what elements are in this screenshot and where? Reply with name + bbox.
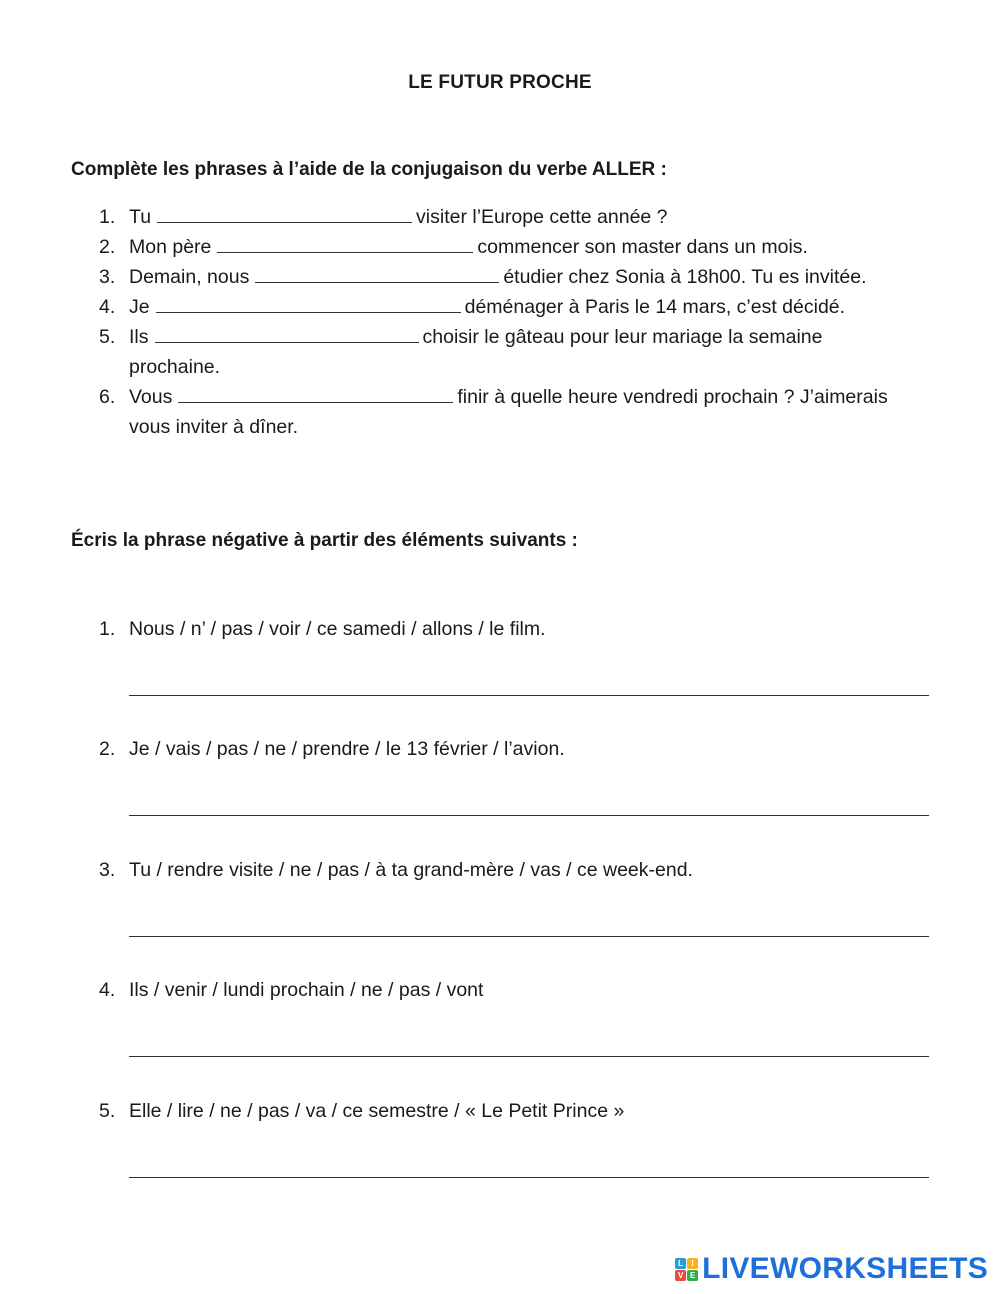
exercise1-item [0, 232, 909, 262]
item-number: 1. [99, 206, 116, 228]
exercise1-item [0, 292, 909, 322]
item-number: 4. [99, 296, 116, 318]
logo-text: LIVEWORKSHEETS [702, 1252, 988, 1285]
logo-mark-letter: E [687, 1270, 698, 1281]
sentence-start: Mon père [129, 236, 212, 258]
prompt-text: Ils / venir / lundi prochain / ne / pas / vont [129, 979, 484, 1001]
prompt-text: Elle / lire / ne / pas / va / ce semestre / « Le Petit Prince » [129, 1100, 625, 1122]
item-number: 3. [99, 266, 116, 288]
exercise1-item [0, 262, 909, 292]
item-number: 4. [99, 979, 116, 1001]
answer-line[interactable] [129, 936, 929, 937]
exercise2-item [0, 734, 1000, 834]
answer-line[interactable] [129, 695, 929, 696]
sentence-start: Vous [129, 386, 173, 408]
fill-in-blank[interactable] [255, 264, 499, 283]
fill-in-blank[interactable] [178, 384, 453, 403]
item-number: 5. [99, 326, 116, 348]
sentence-end: finir à quelle heure vendredi prochain ? J’aimerais vous inviter à dîner. [129, 386, 888, 438]
prompt-text: Je / vais / pas / ne / prendre / le 13 février / l’avion. [129, 738, 565, 760]
sentence-start: Demain, nous [129, 266, 250, 288]
logo-mark-icon [675, 1258, 698, 1281]
sentence-end: étudier chez Sonia à 18h00. Tu es invitée. [503, 266, 867, 288]
sentence-end: déménager à Paris le 14 mars, c’est décidé. [464, 296, 846, 318]
item-number: 5. [99, 1100, 116, 1122]
exercise1-item [0, 202, 909, 232]
exercise2-heading: Écris la phrase négative à partir des éléments suivants : [71, 530, 578, 551]
prompt-text: Tu / rendre visite / ne / pas / à ta grand-mère / vas / ce week-end. [129, 859, 693, 881]
logo-mark-letter: V [675, 1270, 686, 1281]
worksheet-title: LE FUTUR PROCHE [408, 72, 592, 93]
sentence-start: Ils [129, 326, 149, 348]
item-number: 3. [99, 859, 116, 881]
item-number: 2. [99, 738, 116, 760]
liveworksheets-logo [675, 1252, 988, 1286]
exercise1-list [0, 202, 1000, 442]
sentence-end: commencer son master dans un mois. [477, 236, 808, 258]
sentence-start: Tu [129, 206, 152, 228]
item-number: 1. [99, 618, 116, 640]
prompt-text: Nous / n’ / pas / voir / ce samedi / allons / le film. [129, 618, 546, 640]
exercise1-item [0, 322, 909, 382]
exercise2-item [0, 855, 1000, 955]
exercise1-heading: Complète les phrases à l’aide de la conjugaison du verbe ALLER : [71, 159, 667, 180]
logo-mark-letter: L [675, 1258, 686, 1269]
exercise1-item [0, 382, 909, 442]
item-number: 6. [99, 386, 116, 408]
fill-in-blank[interactable] [156, 294, 461, 313]
sentence-end: visiter l’Europe cette année ? [416, 206, 668, 228]
fill-in-blank[interactable] [157, 204, 412, 223]
sentence-start: Je [129, 296, 150, 318]
exercise2-item [0, 975, 1000, 1075]
sentence-end: choisir le gâteau pour leur mariage la semaine prochaine. [129, 326, 823, 378]
answer-line[interactable] [129, 1056, 929, 1057]
exercise2-item [0, 614, 1000, 714]
fill-in-blank[interactable] [155, 324, 419, 343]
answer-line[interactable] [129, 1177, 929, 1178]
answer-line[interactable] [129, 815, 929, 816]
exercise2-item [0, 1096, 1000, 1196]
item-number: 2. [99, 236, 116, 258]
logo-mark-letter: I [687, 1258, 698, 1269]
fill-in-blank[interactable] [217, 234, 473, 253]
